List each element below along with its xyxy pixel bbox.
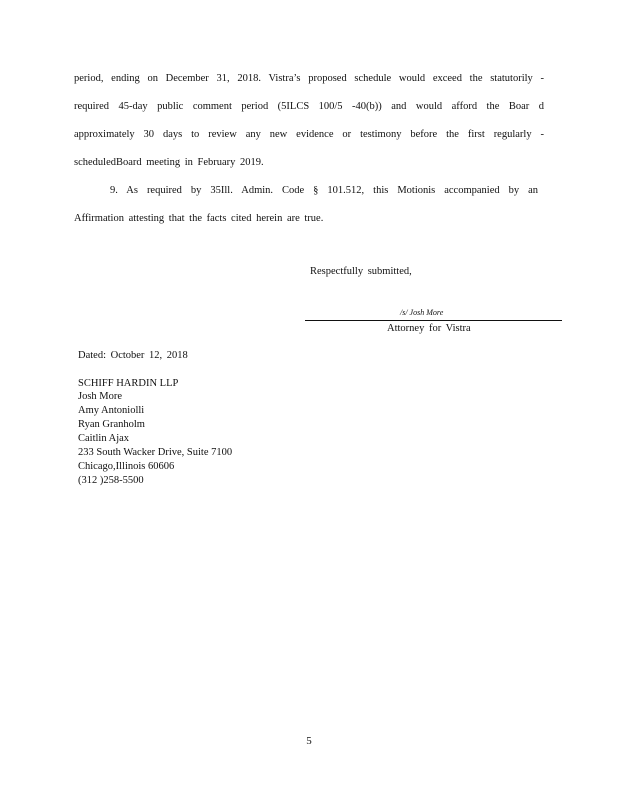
attorney-title: Attorney for Vistra <box>387 323 471 334</box>
signature: /s/ Josh More <box>400 308 444 317</box>
address-line: 233 South Wacker Drive, Suite 7100 <box>78 447 233 458</box>
body-line-4: scheduledBoard meeting in February 2019. <box>74 157 264 168</box>
respectfully-submitted: Respectfully submitted, <box>310 266 412 277</box>
phone-number: (312 )258-5500 <box>78 475 144 486</box>
body-line-2: required 45-day public comment period (5ILCS 100/5 -40(b)) and would afford the Boar d <box>74 101 544 112</box>
address-line: Ryan Granholm <box>78 419 145 430</box>
address-line: Josh More <box>78 391 123 402</box>
dated-line: Dated: October 12, 2018 <box>78 350 188 361</box>
paragraph-9-line-1: 9. As required by 35Ill. Admin. Code § 101.512, this Motionis accompanied by an <box>110 185 538 196</box>
paragraph-9-line-2: Affirmation attesting that the facts cited herein are true. <box>74 213 324 224</box>
address-line: Amy Antoniolli <box>78 405 145 416</box>
signature-line <box>305 320 562 321</box>
firm-name: SCHIFF HARDIN LLP <box>78 378 179 389</box>
address-line: Caitlin Ajax <box>78 433 130 444</box>
page-number: 5 <box>306 735 312 747</box>
body-line-1: period, ending on December 31, 2018. Vistra’s proposed schedule would exceed the statutorily - <box>74 73 544 84</box>
address-line: Chicago,Illinois 60606 <box>78 461 175 472</box>
body-line-3: approximately 30 days to review any new evidence or testimony before the first regularly - <box>74 129 544 140</box>
